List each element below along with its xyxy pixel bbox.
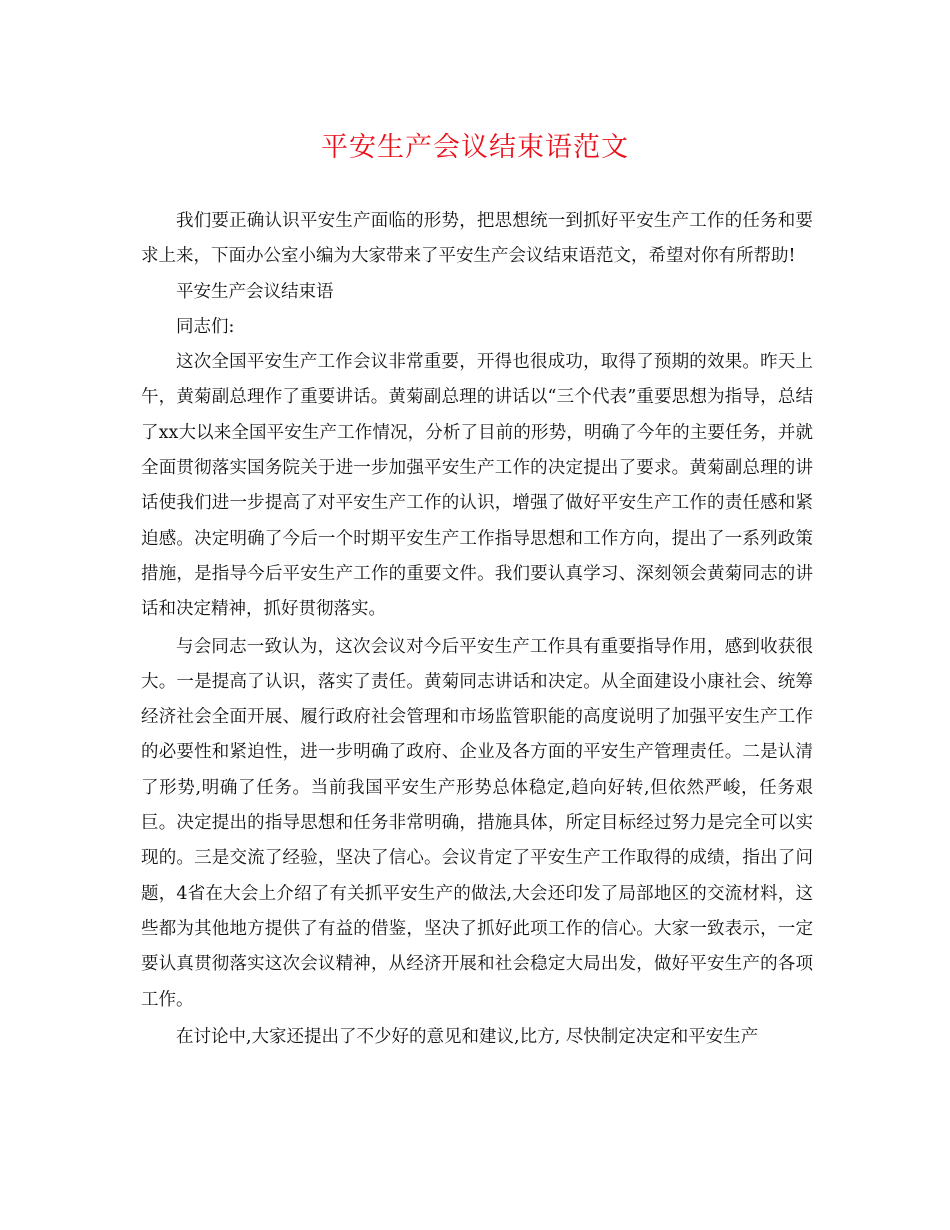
- body-paragraph: 与会同志一致认为，这次会议对今后平安生产工作具有重要指导作用，感到收获很大。一是提高了认识，落实了责任。黄菊同志讲话和决定。从全面建设小康社会、统筹经济社会全面开展、履行政府社会管理和市场监管职能的高度说明了加强平安生产工作的必要性和紧迫性，进一步明确了政府、企业及各方面的平安生产管理责任。二是认清了形势,明确了任务。当前我国平安生产形势总体稳定,趋向好转,但依然严峻，任务艰巨。决定提出的指导思想和任务非常明确，措施具体，所定目标经过努力是完全可以实现的。三是交流了经验，坚决了信心。会议肯定了平安生产工作取得的成绩，指出了问题，4省在大会上介绍了有关抓平安生产的做法,大会还印发了局部地区的交流材料，这些都为其他地方提供了有益的借鉴，坚决了抓好此项工作的信心。大家一致表示，一定要认真贯彻落实这次会议精神，从经济开展和社会稳定大局出发，做好平安生产的各项工作。: [141, 636, 813, 1010]
- document-body: [141, 204, 813, 1055]
- salutation: 同志们:: [176, 316, 235, 337]
- body-paragraph: 在讨论中,大家还提出了不少好的意见和建议,比方, 尽快制定决定和平安生产: [176, 1026, 759, 1047]
- intro-paragraph: 我们要正确认识平安生产面临的形势，把思想统一到抓好平安生产工作的任务和要求上来，下面办公室小编为大家带来了平安生产会议结束语范文，希望对你有所帮助!: [141, 211, 813, 267]
- body-paragraph: 这次全国平安生产工作会议非常重要，开得也很成功，取得了预期的效果。昨天上午，黄菊副总理作了重要讲话。黄菊副总理的讲话以“三个代表”重要思想为指导，总结了xx大以来全国平安生产工作情况，分析了目前的形势，明确了今年的主要任务，并就全面贯彻落实国务院关于进一步加强平安生产工作的决定提出了要求。黄菊副总理的讲话使我们进一步提高了对平安生产工作的认识，增强了做好平安生产工作的责任感和紧迫感。决定明确了今后一个时期平安生产工作指导思想和工作方向，提出了一系列政策措施，是指导今后平安生产工作的重要文件。我们要认真学习、深刻领会黄菊同志的讲话和决定精神，抓好贯彻落实。: [141, 352, 813, 620]
- document-title: 平安生产会议结束语范文: [321, 132, 629, 163]
- section-heading: 平安生产会议结束语: [176, 281, 334, 302]
